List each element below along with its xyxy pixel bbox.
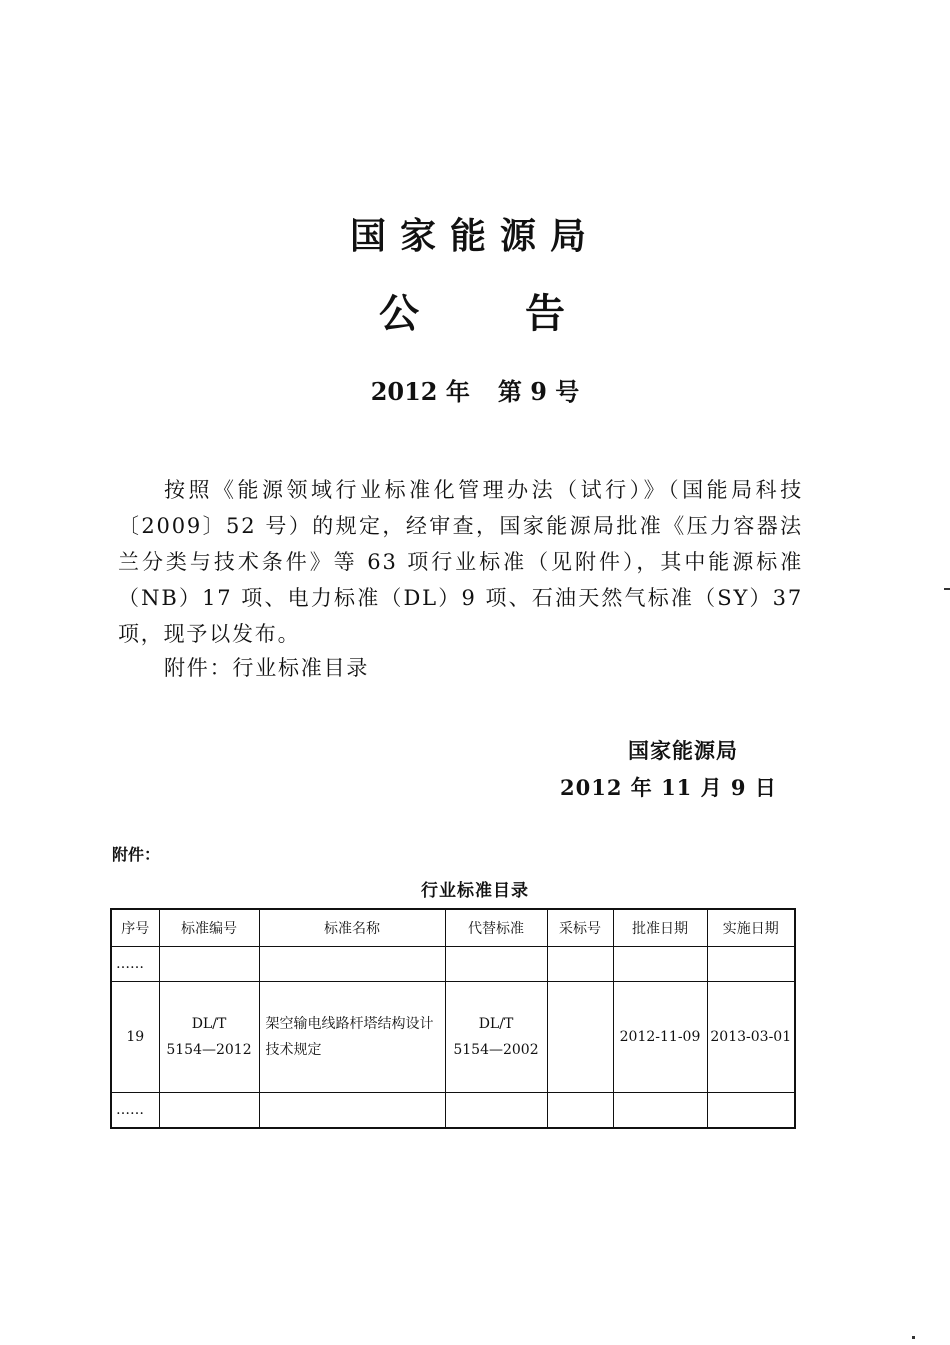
header-seq: 序号 — [111, 909, 159, 947]
signature-date: 2012 年 11 月 9 日 — [560, 775, 777, 800]
issuing-authority-title: 国家能源局 — [349, 216, 600, 257]
catalog-title: 行业标准目录 — [421, 881, 529, 901]
row-code-number: 5154—2012 — [166, 1042, 252, 1058]
row-replaces — [445, 982, 547, 1093]
attachment-label: 附件： — [112, 845, 161, 864]
header-effective-date: 实施日期 — [707, 909, 795, 947]
announcement-number — [0, 372, 950, 407]
row-code-prefix: DL/T — [191, 1016, 227, 1032]
ellipsis-cell: …… — [111, 1093, 159, 1129]
attachment-reference: 附件：行业标准目录 — [164, 656, 370, 680]
header-adopt-no: 采标号 — [547, 909, 613, 947]
header-code: 标准编号 — [159, 909, 259, 947]
scan-corner-mark — [912, 1336, 915, 1339]
row-seq: 19 — [111, 982, 159, 1093]
table-header-row — [111, 909, 795, 947]
standards-table — [110, 908, 796, 1129]
scan-edge-mark — [944, 588, 950, 590]
table-row — [111, 982, 795, 1093]
row-effective-date: 2013-03-01 — [707, 982, 795, 1093]
announcement-title: 公 告 — [379, 291, 611, 337]
row-name: 架空输电线路杆塔结构设计技术规定 — [259, 982, 445, 1093]
header-approve-date: 批准日期 — [613, 909, 707, 947]
announcement-issue: 第 9 号 — [497, 377, 580, 406]
table-row — [111, 947, 795, 982]
row-replaces-prefix: DL/T — [478, 1016, 514, 1032]
ellipsis-cell: …… — [111, 947, 159, 982]
header-name: 标准名称 — [259, 909, 445, 947]
announcement-body: 按照《能源领域行业标准化管理办法（试行）》（国能局科技〔2009〕52 号）的规定，经审查，国家能源局批准《压力容器法兰分类与技术条件》等 63 项行业标准（见附件），其中能源标准（NB）17 项、电力标准（DL）9 项、石油天然气标准（SY）37 项，现予以发布。 — [118, 478, 803, 646]
announcement-year: 2012 年 — [370, 377, 470, 406]
row-replaces-number: 5154—2002 — [453, 1042, 539, 1058]
row-adopt-no — [547, 982, 613, 1093]
signature-org: 国家能源局 — [628, 739, 738, 763]
row-approve-date: 2012-11-09 — [613, 982, 707, 1093]
row-code — [159, 982, 259, 1093]
table-row — [111, 1093, 795, 1129]
header-replaces: 代替标准 — [445, 909, 547, 947]
